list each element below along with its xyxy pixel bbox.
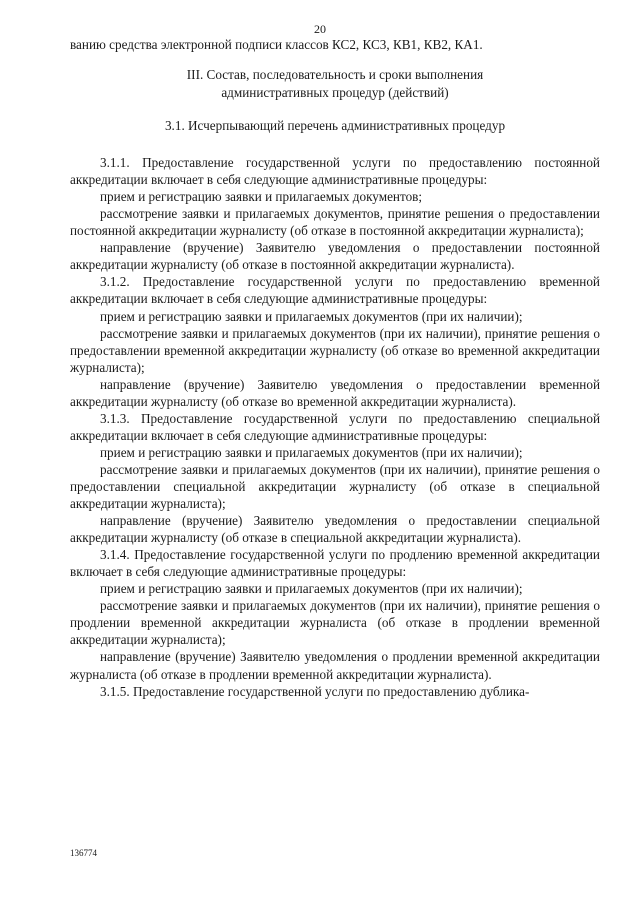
paragraph-3-1-1: 3.1.1. Предоставление государственной услуги по предоставлению постоянной аккредитации включает в себя следующие административные процедуры: [70,155,600,188]
section-title [70,66,600,102]
paragraph-3-1-3: 3.1.3. Предоставление государственной услуги по предоставлению специальной аккредитации включает в себя следующие административные процедуры: [70,410,600,443]
paragraph-item: направление (вручение) Заявителю уведомления о продлении временной аккредитации журналиста (об отказе в продлении временной аккредитации журналиста). [70,649,600,682]
paragraph-item: рассмотрение заявки и прилагаемых документов (при их наличии), принятие решения о предоставлении временной аккредитации журналисту (об отказе во временной аккредитации журналиста); [70,325,600,375]
footer-code: 136774 [70,848,97,858]
paragraph-3-1-2: 3.1.2. Предоставление государственной услуги по предоставлению временной аккредитации включает в себя следующие административные процедуры: [70,274,600,307]
paragraph-item: рассмотрение заявки и прилагаемых документов, принятие решения о предоставлении постоянной аккредитации журналисту (об отказе в постоянной аккредитации журналиста); [70,206,600,239]
section-title-line-2: административных процедур (действий) [221,85,449,101]
paragraph-item: рассмотрение заявки и прилагаемых документов (при их наличии), принятие решения о предоставлении специальной аккредитации журналисту (об отказе в специальной аккредитации журналиста); [70,461,600,512]
paragraph-item: прием и регистрацию заявки и прилагаемых документов (при их наличии); [100,581,523,597]
paragraph-item: прием и регистрацию заявки и прилагаемых документов (при их наличии); [100,444,523,460]
paragraph-item: направление (вручение) Заявителю уведомления о предоставлении специальной аккредитации журналисту (об отказе в специальной аккредитации журналиста). [70,513,600,546]
paragraph-3-1-4: 3.1.4. Предоставление государственной услуги по продлению временной аккредитации включает в себя следующие административные процедуры: [70,547,600,580]
subsection-title: 3.1. Исчерпывающий перечень административных процедур [164,118,506,134]
paragraph-item: рассмотрение заявки и прилагаемых документов (при их наличии), принятие решения о продлении временной аккредитации журналиста (об отказе в продлении временной аккредитации журналиста); [70,598,600,648]
paragraph-item: направление (вручение) Заявителю уведомления о предоставлении временной аккредитации журналисту (об отказе во временной аккредитации журналиста). [70,376,600,409]
section-title-line-1: III. Состав, последовательность и сроки выполнения [186,67,484,83]
paragraph-item: прием и регистрацию заявки и прилагаемых документов; [100,189,423,205]
paragraph-item: прием и регистрацию заявки и прилагаемых документов (при их наличии); [100,308,523,324]
document-body [70,36,600,700]
paragraph-3-1-5: 3.1.5. Предоставление государственной услуги по предоставлению дублика- [100,683,530,699]
lead-line: ванию средства электронной подписи классов КС2, КС3, КВ1, КВ2, КА1. [70,37,483,52]
page-number: 20 [314,22,326,36]
paragraph-item: направление (вручение) Заявителю уведомления о предоставлении постоянной аккредитации журналисту (об отказе в постоянной аккредитации журналиста). [70,240,600,273]
